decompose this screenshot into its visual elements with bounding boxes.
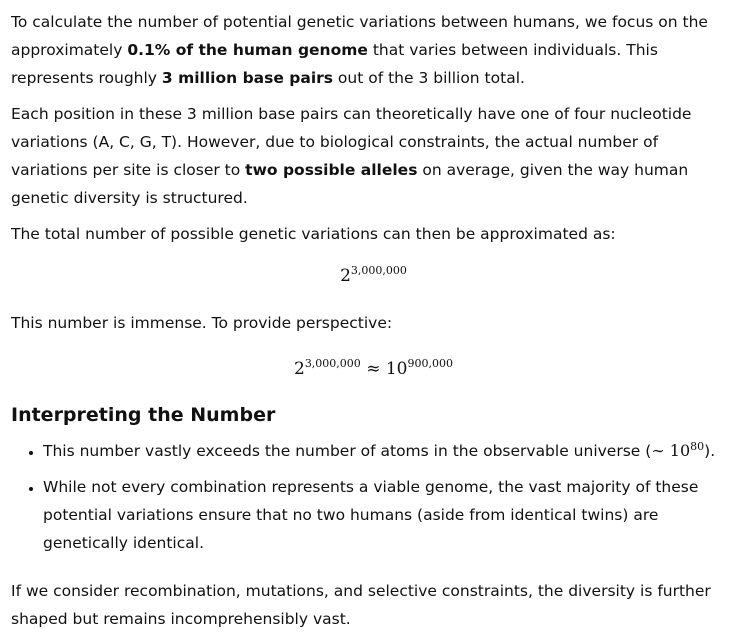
intro-paragraph: [11, 8, 736, 92]
intro-text-2: that varies between individuals. This represents roughly: [11, 41, 658, 87]
perspective-paragraph: This number is immense. To provide perspective:: [11, 314, 393, 332]
equation-exponent: 3,000,000: [350, 264, 407, 277]
approximation-paragraph: The total number of possible genetic variations can then be approximated as:: [11, 225, 616, 243]
equation-base-ten: 10: [385, 359, 408, 379]
conclusion-paragraph: If we consider recombination, mutations, and selective constraints, the diversity is further shaped but remains incomprehensibly vast.: [11, 582, 711, 628]
alleles-emphasis: two possible alleles: [245, 161, 418, 179]
bullet-item-viable-genome: • While not every combination represents a viable genome, the vast majority of these potential variations ensure that no two humans (aside from identical twins) are genetically identical.: [43, 473, 736, 557]
intro-text-3: out of the 3 billion total.: [333, 69, 525, 87]
equation-exponent: 3,000,000: [304, 357, 361, 370]
bullet-close: ).: [704, 442, 716, 460]
tilde-symbol: ∼: [651, 441, 670, 460]
bullet-list: [11, 437, 736, 557]
bullet-item-atoms: [43, 437, 736, 465]
nucleotide-text-1: Each position in these 3 million base pairs can theoretically have one of four nucleotide variations (A, C, G, T). However, due to biological constraints, the actual number of variations per site is closer to: [11, 105, 692, 179]
document-body: [11, 8, 736, 633]
equation-base: 2: [293, 359, 305, 379]
equation-approximation: [11, 355, 736, 383]
intro-text-1: To calculate the number of potential genetic variations between humans, we focus on the approximately: [11, 13, 708, 59]
approx-symbol: ≈: [360, 359, 386, 379]
equation-exponent-ten: 900,000: [407, 357, 453, 370]
bullet-text: This number vastly exceeds the number of atoms in the observable universe (: [43, 442, 652, 460]
inline-exponent: 80: [690, 440, 705, 453]
genome-percent-emphasis: 0.1% of the human genome: [127, 41, 368, 59]
inline-base: 10: [669, 441, 691, 460]
nucleotide-text-2: on average, given the way human genetic diversity is structured.: [11, 161, 689, 207]
equation-base: 2: [340, 266, 351, 286]
nucleotide-paragraph: [11, 100, 736, 212]
inline-math-atoms: [651, 441, 704, 460]
base-pairs-emphasis: 3 million base pairs: [161, 69, 333, 87]
section-heading: Interpreting the Number: [11, 404, 276, 426]
equation-power-of-two: [11, 262, 736, 290]
